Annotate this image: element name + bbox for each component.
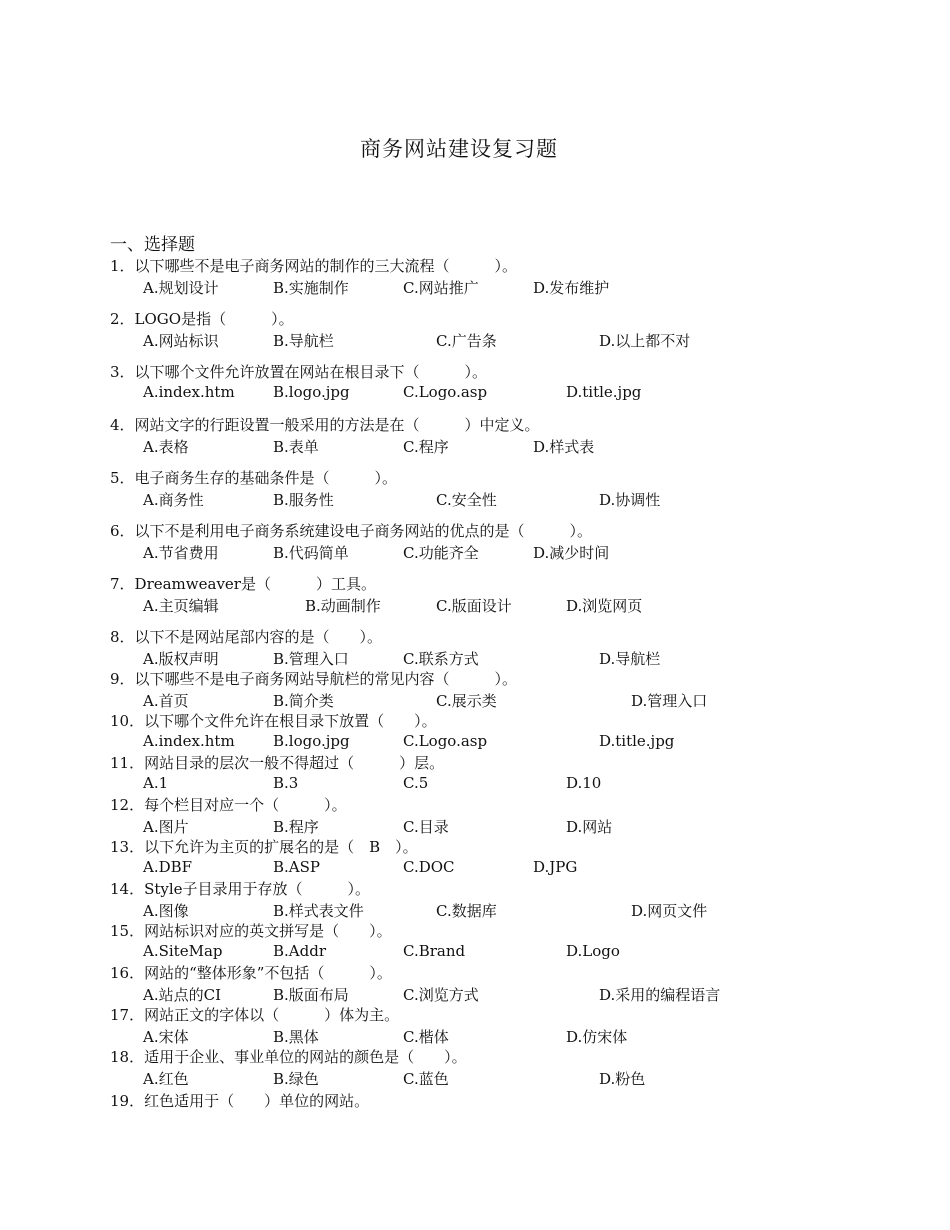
- question-6: 6．以下不是利用电子商务系统建设电子商务网站的优点的是（ ）。: [110, 522, 593, 540]
- question-13-options: [143, 858, 843, 878]
- option-b: B.服务性: [273, 491, 334, 509]
- question-9-options: [143, 690, 843, 710]
- option-c: C.DOC: [403, 858, 455, 876]
- question-2: 2．LOGO是指（ ）。: [110, 310, 294, 328]
- question-8: 8．以下不是网站尾部内容的是（ ）。: [110, 628, 383, 646]
- option-d: D.管理入口: [631, 692, 708, 710]
- question-16: 16．网站的“整体形象”不包括（ ）。: [110, 964, 392, 982]
- section-heading: 一、选择题: [110, 235, 195, 255]
- question-17-options: [143, 1026, 843, 1046]
- option-b: B.logo.jpg: [273, 732, 350, 750]
- option-d: D.减少时间: [533, 544, 610, 562]
- option-b: B.代码简单: [273, 544, 349, 562]
- option-a: A.节省费用: [143, 544, 219, 562]
- option-c: C.展示类: [436, 692, 497, 710]
- option-a: A.站点的CI: [143, 986, 222, 1004]
- question-16-options: [143, 984, 843, 1004]
- question-19: 19．红色适用于（ ）单位的网站。: [110, 1092, 370, 1110]
- question-7: 7．Dreamweaver是（ ）工具。: [110, 575, 376, 593]
- page-title: 商务网站建设复习题: [360, 137, 558, 161]
- question-11: 11．网站目录的层次一般不得超过（ ）层。: [110, 754, 445, 772]
- option-d: D.导航栏: [599, 650, 661, 668]
- option-d: D.发布维护: [533, 279, 610, 297]
- option-d: D.title.jpg: [599, 732, 675, 750]
- option-a: A.index.htm: [143, 383, 235, 401]
- question-14-options: [143, 900, 843, 920]
- question-17: 17．网站正文的字体以（ ）体为主。: [110, 1006, 400, 1024]
- option-c: C.广告条: [436, 332, 497, 350]
- option-c: C.楷体: [403, 1028, 449, 1046]
- question-14: 14．Style子目录用于存放（ ）。: [110, 880, 371, 898]
- option-c: C.功能齐全: [403, 544, 479, 562]
- option-a: A.图像: [143, 902, 189, 920]
- question-4-options: [143, 436, 843, 456]
- option-c: C.网站推广: [403, 279, 479, 297]
- option-c: C.浏览方式: [403, 986, 479, 1004]
- option-c: C.安全性: [436, 491, 497, 509]
- option-b: B.样式表文件: [273, 902, 364, 920]
- option-a: A.1: [143, 774, 169, 792]
- option-d: D.仿宋体: [566, 1028, 628, 1046]
- option-d: D.浏览网页: [566, 597, 643, 615]
- option-c: C.版面设计: [436, 597, 512, 615]
- option-a: A.SiteMap: [143, 942, 223, 960]
- question-15: 15．网站标识对应的英文拼写是（ ）。: [110, 922, 392, 940]
- option-a: A.规划设计: [143, 279, 219, 297]
- option-a: A.主页编辑: [143, 597, 219, 615]
- option-d: D.网站: [566, 818, 613, 836]
- option-c: C.数据库: [436, 902, 497, 920]
- question-1-options: [143, 277, 843, 297]
- option-c: C.Logo.asp: [403, 383, 488, 401]
- option-d: D.样式表: [533, 438, 595, 456]
- question-15-options: [143, 942, 843, 962]
- option-d: D.title.jpg: [566, 383, 642, 401]
- option-c: C.蓝色: [403, 1070, 449, 1088]
- option-a: A.红色: [143, 1070, 189, 1088]
- option-b: B.实施制作: [273, 279, 349, 297]
- question-3-options: [143, 383, 843, 403]
- option-d: D.网页文件: [631, 902, 708, 920]
- question-12-options: [143, 816, 843, 836]
- question-5: 5．电子商务生存的基础条件是（ ）。: [110, 469, 398, 487]
- question-10: 10．以下哪个文件允许在根目录下放置（ ）。: [110, 712, 437, 730]
- option-c: C.5: [403, 774, 429, 792]
- option-d: D.Logo: [566, 942, 620, 960]
- option-b: B.ASP: [273, 858, 320, 876]
- option-b: B.导航栏: [273, 332, 334, 350]
- option-b: B.3: [273, 774, 299, 792]
- option-a: A.index.htm: [143, 732, 235, 750]
- question-9: 9．以下哪些不是电子商务网站导航栏的常见内容（ ）。: [110, 670, 518, 688]
- option-b: B.黑体: [273, 1028, 319, 1046]
- option-c: C.Brand: [403, 942, 466, 960]
- option-c: C.联系方式: [403, 650, 479, 668]
- question-7-options: [143, 595, 843, 615]
- option-d: D.JPG: [533, 858, 578, 876]
- option-b: B.管理入口: [273, 650, 349, 668]
- option-b: B.简介类: [273, 692, 334, 710]
- option-d: D.粉色: [599, 1070, 646, 1088]
- option-a: A.图片: [143, 818, 189, 836]
- option-a: A.商务性: [143, 491, 204, 509]
- option-b: B.Addr: [273, 942, 326, 960]
- option-a: A.版权声明: [143, 650, 219, 668]
- option-b: B.程序: [273, 818, 319, 836]
- option-d: D.以上都不对: [599, 332, 691, 350]
- option-a: A.网站标识: [143, 332, 219, 350]
- option-a: A.表格: [143, 438, 189, 456]
- question-3: 3．以下哪个文件允许放置在网站在根目录下（ ）。: [110, 363, 488, 381]
- question-4: 4．网站文字的行距设置一般采用的方法是在（ ）中定义。: [110, 416, 540, 434]
- question-18-options: [143, 1068, 843, 1088]
- question-12: 12．每个栏目对应一个（ ）。: [110, 796, 347, 814]
- question-13: 13．以下允许为主页的扩展名的是（ B ）。: [110, 838, 418, 856]
- option-c: C.Logo.asp: [403, 732, 488, 750]
- option-d: D.采用的编程语言: [599, 986, 721, 1004]
- option-a: A.首页: [143, 692, 189, 710]
- question-18: 18．适用于企业、事业单位的网站的颜色是（ ）。: [110, 1048, 467, 1066]
- option-c: C.目录: [403, 818, 449, 836]
- option-d: D.协调性: [599, 491, 661, 509]
- option-a: A.宋体: [143, 1028, 189, 1046]
- question-11-options: [143, 774, 843, 794]
- question-10-options: [143, 732, 843, 752]
- question-6-options: [143, 542, 843, 562]
- option-b: B.绿色: [273, 1070, 319, 1088]
- question-5-options: [143, 489, 843, 509]
- option-c: C.程序: [403, 438, 449, 456]
- option-a: A.DBF: [143, 858, 193, 876]
- question-8-options: [143, 648, 843, 668]
- option-b: B.版面布局: [273, 986, 349, 1004]
- option-b: B.logo.jpg: [273, 383, 350, 401]
- question-2-options: [143, 330, 843, 350]
- question-1: 1．以下哪些不是电子商务网站的制作的三大流程（ ）。: [110, 257, 518, 275]
- option-b: B.表单: [273, 438, 319, 456]
- option-d: D.10: [566, 774, 602, 792]
- option-b: B.动画制作: [305, 597, 381, 615]
